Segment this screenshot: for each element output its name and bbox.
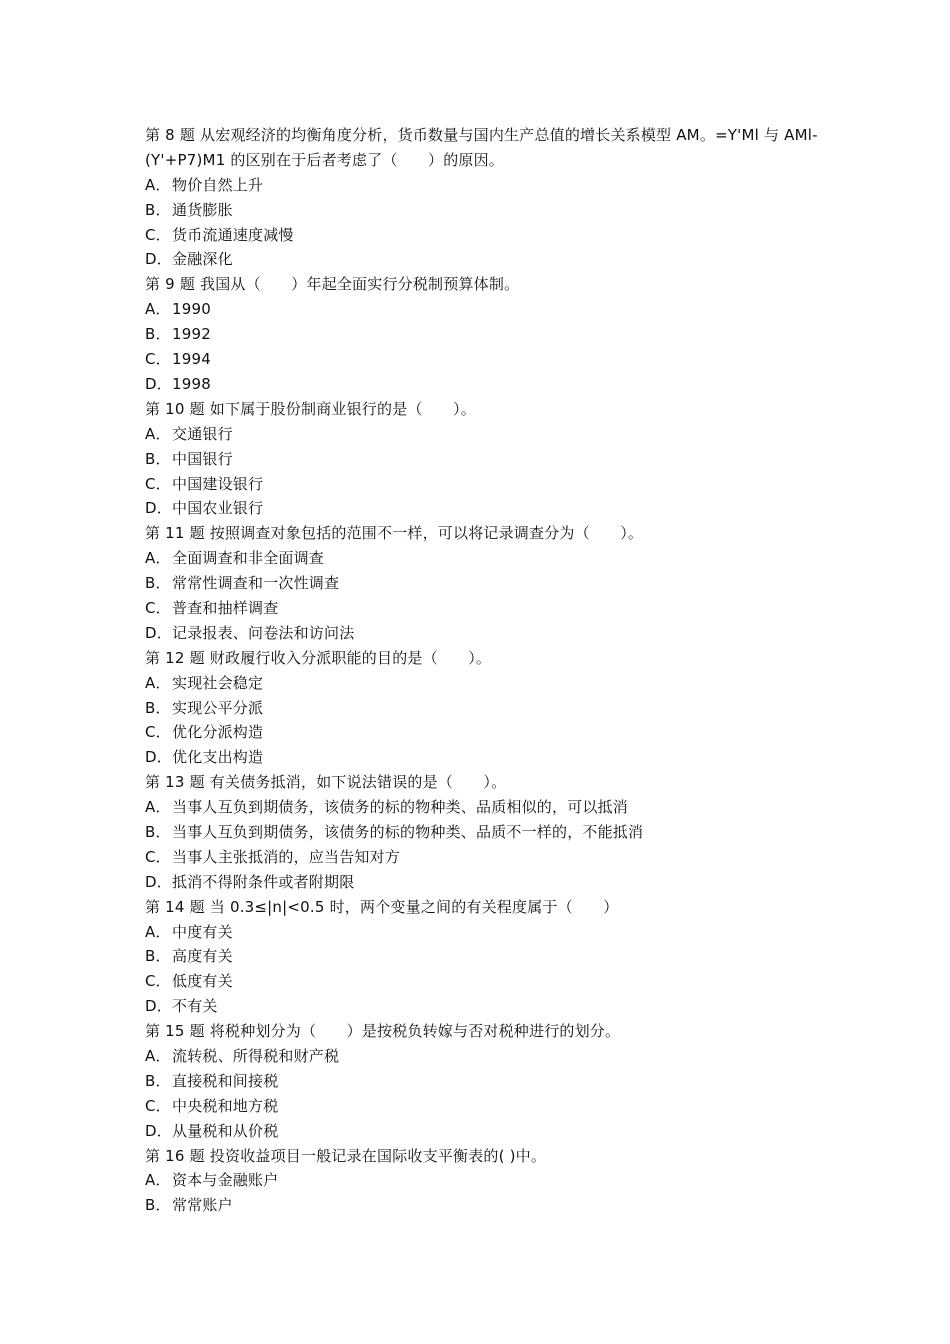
option-text: 优化支出构造	[172, 748, 264, 767]
option-text: 优化分派构造	[172, 723, 264, 742]
option-text: 抵消不得附条件或者附期限	[172, 872, 355, 891]
option-text: 高度有关	[172, 947, 233, 966]
option-letter: D．	[145, 997, 172, 1016]
option-letter: B．	[145, 574, 171, 593]
option-letter: C．	[145, 598, 171, 617]
option-letter: C．	[145, 847, 171, 866]
option-letter: B．	[145, 1196, 171, 1215]
option-letter: D．	[145, 499, 172, 518]
option-b	[145, 1069, 825, 1094]
option-d	[145, 621, 825, 646]
option-letter: B．	[145, 947, 171, 966]
option-text: 常常账户	[172, 1196, 233, 1215]
option-b	[145, 696, 825, 721]
option-text: 资本与金融账户	[172, 1171, 279, 1190]
option-text: 交通银行	[172, 424, 233, 443]
option-a	[145, 546, 825, 571]
question-13: 第 13 题 有关债务抵消，如下说法错误的是（ ）。	[145, 773, 507, 792]
option-letter: A．	[145, 300, 171, 319]
option-b	[145, 571, 825, 596]
option-a	[145, 795, 825, 820]
option-d	[145, 1119, 825, 1144]
question-14: 第 14 题 当 0.3≤|n|<0.5 时，两个变量之间的有关程度属于（ ）	[145, 897, 619, 916]
option-letter: B．	[145, 822, 171, 841]
option-text: 中央税和地方税	[172, 1096, 279, 1115]
option-a	[145, 1044, 825, 1069]
option-a	[145, 920, 825, 945]
option-c	[145, 596, 825, 621]
option-letter: B．	[145, 325, 171, 344]
option-text: 普查和抽样调查	[172, 598, 279, 617]
option-a	[145, 173, 825, 198]
question-11: 第 11 题 按照调查对象包括的范围不一样，可以将记录调查分为（ ）。	[145, 524, 644, 543]
option-b	[145, 198, 825, 223]
question-9: 第 9 题 我国从（ ）年起全面实行分税制预算体制。	[145, 275, 520, 294]
option-text: 实现公平分派	[172, 698, 264, 717]
question-8: 第 8 题 从宏观经济的均衡角度分析，货币数量与国内生产总值的增长关系模型 AM。=Y'Ml 与 AMl-(Y'+P7)M1 的区别在于后者考虑了（ ）的原因。	[145, 126, 818, 169]
option-letter: A．	[145, 1171, 171, 1190]
option-letter: B．	[145, 1071, 171, 1090]
option-letter: A．	[145, 424, 171, 443]
question-12: 第 12 题 财政履行收入分派职能的目的是（ ）。	[145, 648, 492, 667]
option-letter: D．	[145, 872, 172, 891]
option-b	[145, 1193, 825, 1218]
option-letter: C．	[145, 1096, 171, 1115]
option-text: 1992	[172, 325, 211, 344]
option-letter: A．	[145, 549, 171, 568]
option-c	[145, 845, 825, 870]
option-letter: C．	[145, 723, 171, 742]
option-a	[145, 1168, 825, 1193]
option-text: 不有关	[172, 997, 218, 1016]
option-d	[145, 247, 825, 272]
option-letter: B．	[145, 200, 171, 219]
option-text: 1998	[172, 374, 211, 393]
option-letter: D．	[145, 623, 172, 642]
option-text: 常常性调查和一次性调查	[172, 574, 340, 593]
option-letter: A．	[145, 673, 171, 692]
option-text: 实现社会稳定	[172, 673, 264, 692]
option-a	[145, 297, 825, 322]
option-text: 中国银行	[172, 449, 233, 468]
question-16: 第 16 题 投资收益项目一般记录在国际收支平衡表的( )中。	[145, 1146, 547, 1165]
option-c	[145, 720, 825, 745]
option-text: 中国建设银行	[172, 474, 264, 493]
option-d	[145, 870, 825, 895]
option-letter: A．	[145, 922, 171, 941]
option-b	[145, 820, 825, 845]
option-text: 中国农业银行	[172, 499, 264, 518]
option-text: 当事人互负到期债务，该债务的标的物种类、品质不一样的，不能抵消	[172, 822, 644, 841]
option-text: 从量税和从价税	[172, 1121, 279, 1140]
option-text: 流转税、所得税和财产税	[172, 1046, 340, 1065]
option-text: 当事人主张抵消的，应当告知对方	[172, 847, 401, 866]
option-c	[145, 969, 825, 994]
option-d	[145, 994, 825, 1019]
option-letter: D．	[145, 1121, 172, 1140]
option-text: 物价自然上升	[172, 175, 264, 194]
option-text: 货币流通速度减慢	[172, 225, 294, 244]
option-text: 直接税和间接税	[172, 1071, 279, 1090]
option-text: 1990	[172, 300, 211, 319]
option-d	[145, 745, 825, 770]
option-text: 通货膨胀	[172, 200, 233, 219]
option-text: 中度有关	[172, 922, 233, 941]
option-b	[145, 944, 825, 969]
option-text: 低度有关	[172, 972, 233, 991]
option-text: 1994	[172, 350, 211, 369]
option-b	[145, 447, 825, 472]
option-text: 金融深化	[172, 250, 233, 269]
option-c	[145, 223, 825, 248]
option-letter: D．	[145, 250, 172, 269]
option-c	[145, 347, 825, 372]
option-letter: A．	[145, 175, 171, 194]
document-page	[145, 123, 825, 1218]
option-letter: A．	[145, 1046, 171, 1065]
option-letter: D．	[145, 374, 172, 393]
option-a	[145, 422, 825, 447]
option-letter: C．	[145, 972, 171, 991]
option-letter: C．	[145, 225, 171, 244]
option-a	[145, 671, 825, 696]
option-text: 记录报表、问卷法和访问法	[172, 623, 355, 642]
option-c	[145, 1094, 825, 1119]
option-letter: D．	[145, 748, 172, 767]
option-letter: C．	[145, 474, 171, 493]
option-d	[145, 372, 825, 397]
option-text: 当事人互负到期债务，该债务的标的物种类、品质相似的，可以抵消	[172, 798, 629, 817]
question-10: 第 10 题 如下属于股份制商业银行的是（ ）。	[145, 399, 476, 418]
option-c	[145, 472, 825, 497]
option-d	[145, 496, 825, 521]
option-text: 全面调查和非全面调查	[172, 549, 325, 568]
option-letter: C．	[145, 350, 171, 369]
option-letter: B．	[145, 698, 171, 717]
option-letter: B．	[145, 449, 171, 468]
option-letter: A．	[145, 798, 171, 817]
option-b	[145, 322, 825, 347]
question-15: 第 15 题 将税种划分为（ ）是按税负转嫁与否对税种进行的划分。	[145, 1022, 621, 1041]
